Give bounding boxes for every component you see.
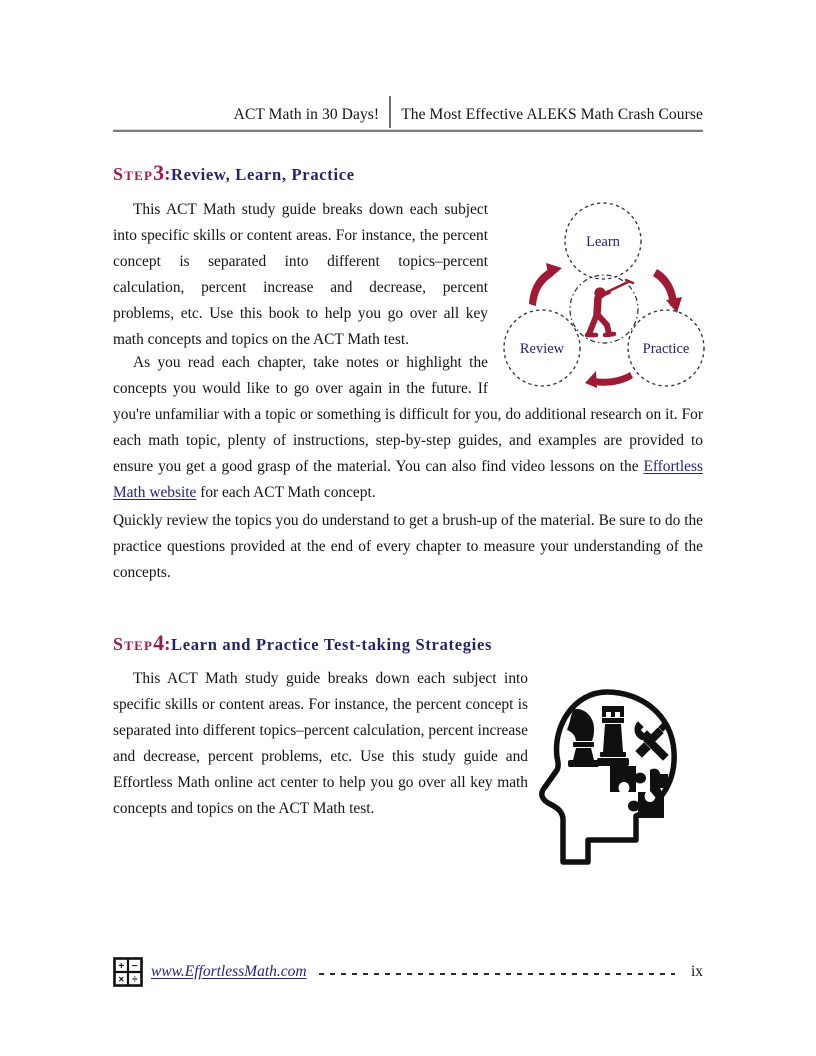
step-4-paragraph-1-text: This ACT Math study guide breaks down each subject into specific skills or content areas. For instance, the percent concept is separated into different topics–percent calculation, percent increase and decrease, percent problems, etc. Use this study guide and Effortless Math online act center to help you go over all key math concepts and topics on the ACT Math test. — [113, 670, 528, 817]
header-horizontal-rule — [113, 129, 703, 132]
effortless-math-website-link[interactable]: Effortless Math website — [113, 458, 703, 501]
step-4-number: 4 — [153, 630, 165, 655]
footer-dotted-leader — [319, 973, 675, 975]
step-4-label: Step — [113, 634, 154, 654]
footer-website-link[interactable]: www.EffortlessMath.com — [151, 963, 307, 980]
step-3-label: Step — [113, 164, 154, 184]
crossed-tools-icon — [635, 721, 669, 760]
cycle-node-learn — [565, 203, 641, 279]
step-4-heading — [113, 630, 492, 656]
header-right-title: The Most Effective ALEKS Math Crash Course — [401, 106, 703, 123]
step-3-paragraph-1 — [113, 197, 488, 353]
header-left-title: ACT Math in 30 Days! — [233, 106, 380, 123]
step-4-colon: : — [164, 634, 172, 655]
head-silhouette-graphic — [532, 688, 692, 866]
page-number: ix — [690, 963, 703, 980]
step-3-paragraph-3 — [113, 508, 703, 586]
page-footer — [113, 955, 703, 989]
svg-text:Review: Review — [519, 341, 565, 357]
step-3-colon: : — [164, 164, 172, 185]
golfer-swing-icon — [587, 280, 633, 335]
step-3-heading — [113, 160, 355, 186]
step-3-paragraph-3-text: Quickly review the topics you do understand to get a brush-up of the material. Be sure to do the practice questions provided at the end of every chapter to measure your understanding of the concepts. — [113, 512, 703, 581]
operator-minus: − — [131, 961, 138, 972]
step-3-paragraph-2-after-link: for each ACT Math concept. — [196, 484, 376, 501]
svg-text:Practice: Practice — [642, 341, 690, 357]
operator-divide: ÷ — [131, 974, 138, 986]
step-3-paragraph-1-text: This ACT Math study guide breaks down each subject into specific skills or content areas. For instance, the percent concept is separated into different topics–percent calculation, percent increase and decrease, percent problems, etc. Use this book to help you go over all key math concepts and topics on the ACT Math test. — [113, 201, 488, 348]
chess-rook-icon — [597, 706, 629, 766]
svg-text:Learn: Learn — [586, 234, 620, 250]
cycle-center-circle — [570, 275, 638, 343]
operator-plus: + — [118, 961, 125, 972]
step-4-title: Learn and Practice Test-taking Strategies — [171, 635, 493, 654]
running-header — [113, 96, 703, 132]
math-operators-grid-icon — [113, 957, 143, 987]
step-3-title: Review, Learn, Practice — [171, 165, 355, 184]
cycle-arrow-learn-to-practice — [653, 269, 682, 313]
step-3-paragraph-2-before-link: As you read each chapter, take notes or highlight the concepts you would like to go over again in the future. If you're unfamiliar with a topic or something is difficult for you, do additional research on it. For each math topic, plenty of instructions, step-by-step guides, and examples are provided to ensure you get a good grasp of the material. You can also find video lessons on the — [113, 354, 703, 475]
step-3-number: 3 — [153, 160, 165, 185]
diagram-text-wrap-spacer — [488, 350, 703, 392]
cycle-arrow-review-to-learn — [529, 263, 562, 306]
operator-times: × — [118, 974, 125, 986]
chess-knight-icon — [567, 709, 599, 767]
puzzle-pieces-icon — [610, 766, 668, 818]
step-3-paragraph-2 — [113, 350, 703, 506]
